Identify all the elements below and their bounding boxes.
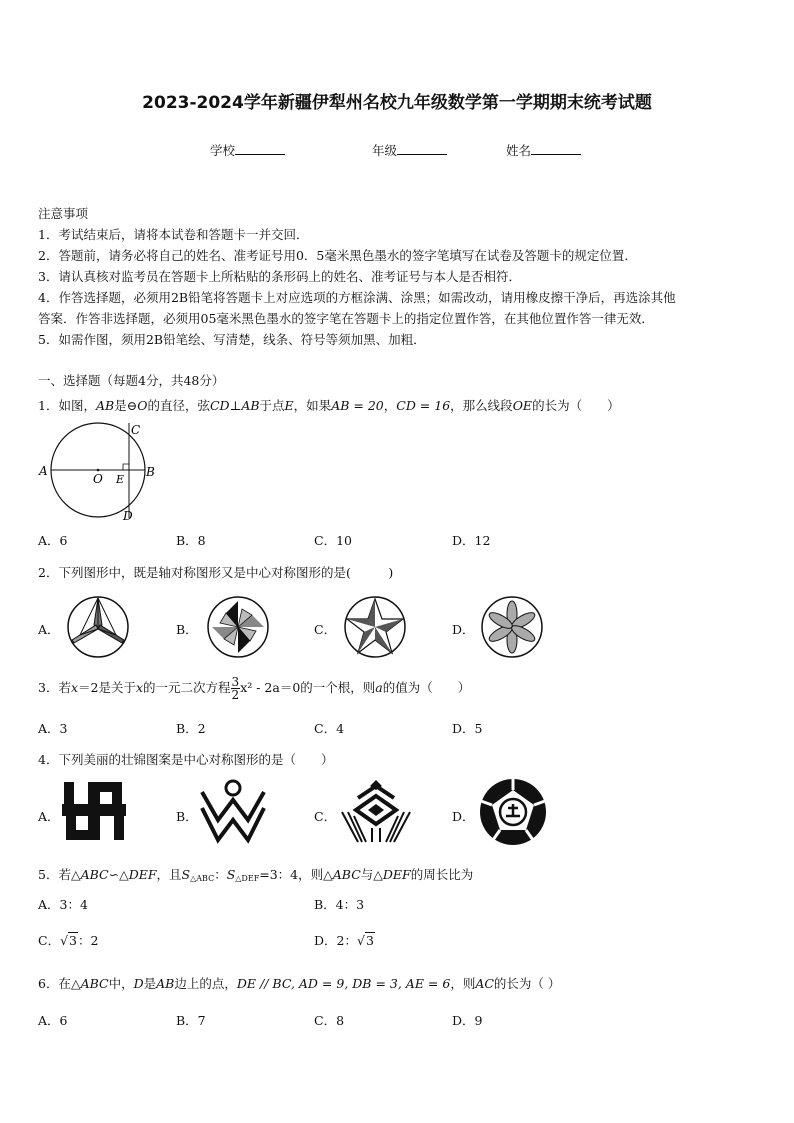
- q5-option-d-text: D．2：: [314, 933, 357, 948]
- q1-option-a[interactable]: A．6: [38, 533, 68, 548]
- q3-text: 的一元二次方程: [143, 680, 231, 695]
- label-d: D: [123, 509, 133, 523]
- q6-option-c[interactable]: C．8: [314, 1013, 345, 1028]
- grade-field: [372, 141, 447, 159]
- q5-var: S: [181, 867, 191, 882]
- q5-option-c[interactable]: [38, 931, 98, 949]
- q1-perp-symbol: ⊥: [229, 398, 242, 413]
- q1-circle-figure: [36, 420, 166, 525]
- q1-circle-symbol: ⊖: [126, 398, 138, 413]
- notice-heading: 注意事项: [38, 206, 89, 221]
- center-point: [97, 469, 100, 472]
- name-blank[interactable]: [531, 142, 581, 155]
- q5-subscript: △DEF: [235, 874, 260, 883]
- q1-option-b[interactable]: B．8: [176, 533, 206, 548]
- q5-option-a[interactable]: A．3：4: [38, 897, 88, 912]
- q1-text: 于点: [259, 398, 285, 413]
- q5-option-c-text: C．: [38, 933, 61, 948]
- notice-item: 1．考试结束后，请将本试卷和答题卡一并交回．: [38, 227, 309, 242]
- q5-text: 的周长比为: [410, 867, 474, 882]
- question-4: 4．下列美丽的壮锦图案是中心对称图形的是（ ）: [38, 752, 334, 767]
- q5-option-b[interactable]: B．4：3: [314, 897, 365, 912]
- label-a: A: [39, 464, 48, 478]
- q6-text: ，则: [450, 976, 476, 991]
- page-title: 2023-2024学年新疆伊犁州名校九年级数学第一学期期末统考试题: [142, 93, 652, 113]
- q4-figure-d: [478, 778, 548, 846]
- label-b: B: [146, 465, 155, 479]
- question-2: 2．下列图形中，既是轴对称图形又是中心对称图形的是( ): [38, 565, 394, 580]
- question-3: [38, 676, 470, 701]
- q6-option-a[interactable]: A．6: [38, 1013, 68, 1028]
- q3-var: x: [135, 680, 144, 695]
- q5-var: S: [226, 867, 236, 882]
- q5-text: =3：4，则△: [259, 867, 333, 882]
- q4-figure-c: [338, 778, 414, 844]
- q5-text: 5．若△: [38, 867, 81, 882]
- q1-var: AB: [95, 398, 115, 413]
- q2-option-b-label[interactable]: B．: [176, 622, 198, 637]
- q3-text: ＝2是关于: [78, 680, 136, 695]
- name-label: 姓名: [506, 143, 532, 158]
- q1-text: ，: [383, 398, 397, 413]
- q1-num: 1．: [38, 398, 59, 413]
- q6-condition: DE // BC, AD = 9, DB = 3, AE = 6: [236, 976, 451, 991]
- q5-var: DEF: [128, 867, 157, 882]
- q1-var: AB: [241, 398, 260, 413]
- q4-option-d-label[interactable]: D．: [452, 809, 475, 824]
- q3-option-a[interactable]: A．3: [38, 721, 68, 736]
- notice-item: 答案．作答非选择题，必须用05毫米黑色墨水的签字笔在答题卡上的指定位置作答，在其他位置作答一律无效．: [38, 311, 654, 326]
- school-field: [210, 141, 285, 159]
- q5-var: ABC: [80, 867, 109, 882]
- q1-text: 的长为（ ）: [532, 398, 620, 413]
- q6-var: AB: [156, 976, 175, 991]
- q3-var: x: [70, 680, 79, 695]
- q5-text: ，且: [156, 867, 182, 882]
- notice-item: 5．如需作图，须用2B铅笔绘、写清楚，线条、符号等须加黑、加粗．: [38, 332, 426, 347]
- q1-text: 是: [114, 398, 127, 413]
- right-angle-mark: [123, 464, 129, 470]
- q4-figure-b: [198, 780, 268, 844]
- q6-option-b[interactable]: B．7: [176, 1013, 206, 1028]
- grade-blank[interactable]: [397, 142, 447, 155]
- q5-text: ：: [214, 867, 227, 882]
- q4-option-b-label[interactable]: B．: [176, 809, 198, 824]
- q3-fraction: $\frac{3}{2}$: [231, 675, 240, 702]
- q1-equation: CD = 16: [396, 398, 451, 413]
- notice-item: 3．请认真核对监考员在答题卡上所粘贴的条形码上的姓名、准考证号与本人是否相符．: [38, 269, 521, 284]
- q1-option-c[interactable]: C．10: [314, 533, 352, 548]
- q5-text: ∽△: [108, 867, 129, 882]
- q3-text: 的值为（ ）: [382, 680, 471, 695]
- label-e: E: [116, 473, 125, 486]
- q2-figure-d: [480, 595, 544, 659]
- q1-text: ，那么线段: [450, 398, 513, 413]
- q1-equation: AB = 20: [331, 398, 384, 413]
- sqrt-symbol: √3: [60, 933, 77, 948]
- q6-var: AC: [475, 976, 494, 991]
- q4-option-a-label[interactable]: A．: [38, 809, 60, 824]
- q1-var: CD: [209, 398, 230, 413]
- q5-text: 与△: [360, 867, 383, 882]
- q2-option-d-label[interactable]: D．: [452, 622, 475, 637]
- q6-option-d[interactable]: D．9: [452, 1013, 483, 1028]
- q2-option-a-label[interactable]: A．: [38, 622, 60, 637]
- q3-option-b[interactable]: B．2: [176, 721, 206, 736]
- label-o: O: [93, 472, 103, 486]
- q1-var: OE: [512, 398, 533, 413]
- q6-text: 的长为（ ）: [493, 976, 561, 991]
- q5-subscript: △ABC: [190, 874, 215, 883]
- question-5: [38, 865, 473, 883]
- q5-var: ABC: [332, 867, 361, 882]
- q5-option-d[interactable]: [314, 931, 375, 949]
- q2-figure-b: [206, 595, 270, 659]
- q3-text: 3．若: [38, 680, 71, 695]
- q1-var: E: [284, 398, 294, 413]
- school-blank[interactable]: [235, 142, 285, 155]
- q1-option-d[interactable]: D．12: [452, 533, 491, 548]
- q6-text: 中，: [108, 976, 134, 991]
- q1-var: O: [137, 398, 148, 413]
- question-1: [38, 396, 620, 414]
- q6-var: D: [133, 976, 144, 991]
- question-6: [38, 974, 560, 992]
- grade-label: 年级: [372, 143, 398, 158]
- q1-text: 如图，: [58, 398, 96, 413]
- q4-option-c-label[interactable]: C．: [314, 809, 337, 824]
- q3-option-d[interactable]: D．5: [452, 721, 483, 736]
- q4-figure-a: [62, 782, 126, 840]
- q6-text: 边上的点，: [174, 976, 237, 991]
- q3-text: x² - 2a＝0的一个根，则: [240, 680, 376, 695]
- notice-item: 4．作答选择题，必须用2B铅笔将答题卡上对应选项的方框涂满、涂黑；如需改动，请用橡皮擦干净后，再选涂其他: [38, 290, 676, 305]
- sqrt-symbol: √3: [356, 933, 374, 948]
- q1-text: ，如果: [293, 398, 332, 413]
- q3-var: a: [375, 680, 383, 695]
- school-label: 学校: [210, 143, 236, 158]
- q2-option-c-label[interactable]: C．: [314, 622, 337, 637]
- notice-item: 2．答题前，请务必将自己的姓名、准考证号用0．5毫米黑色墨水的签字笔填写在试卷及答题卡的规定位置．: [38, 248, 637, 263]
- q5-var: DEF: [382, 867, 411, 882]
- q6-text: 6．在△: [38, 976, 81, 991]
- q1-text: 的直径，弦: [147, 398, 210, 413]
- label-c: C: [131, 423, 141, 437]
- section-title: 一、选择题（每题4分，共48分）: [38, 373, 225, 388]
- name-field: [506, 141, 581, 159]
- q6-var: ABC: [80, 976, 109, 991]
- q5-option-c-text: ：2: [78, 933, 99, 948]
- q2-figure-c: [343, 595, 407, 659]
- q6-text: 是: [143, 976, 157, 991]
- q3-option-c[interactable]: C．4: [314, 721, 345, 736]
- q2-figure-a: [66, 595, 130, 659]
